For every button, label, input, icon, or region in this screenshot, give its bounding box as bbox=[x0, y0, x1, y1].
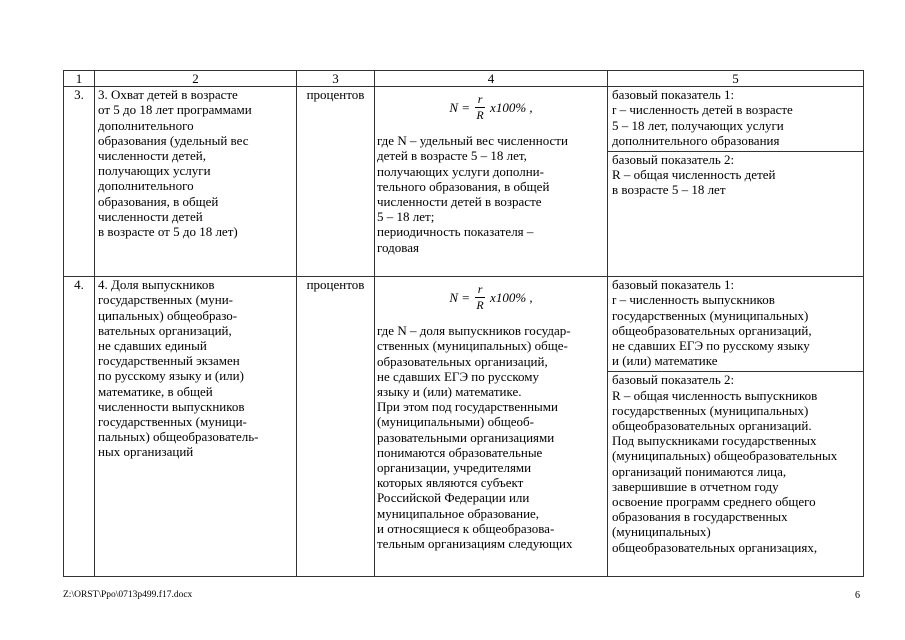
base-line: базовый показатель 2: bbox=[612, 372, 735, 388]
base-line: в возрасте 5 – 18 лет bbox=[612, 182, 726, 198]
base-line: дополнительного образования bbox=[612, 132, 780, 148]
table-row bbox=[64, 87, 864, 277]
description-line: не сдавших ЕГЭ по русскому bbox=[377, 368, 539, 384]
unit-cell: процентов bbox=[297, 277, 375, 577]
table-row bbox=[64, 277, 864, 577]
base-line: (муниципальных) bbox=[612, 524, 711, 540]
description-line: где N – доля выпускников государ- bbox=[377, 323, 571, 339]
description-line: разовательными организациями bbox=[377, 429, 555, 445]
base-line: и (или) математике bbox=[612, 353, 718, 369]
base-line: организаций понимаются лица, bbox=[612, 463, 787, 479]
unit-cell: процентов bbox=[297, 87, 375, 277]
description-line: языку и (или) математике. bbox=[377, 384, 522, 400]
description-line: Российской Федерации или bbox=[377, 490, 530, 506]
description-line: организации, учредителями bbox=[377, 460, 532, 476]
base-line: 5 – 18 лет, получающих услуги bbox=[612, 117, 784, 133]
formula-lhs: N = bbox=[449, 290, 471, 306]
header-col-3: 3 bbox=[297, 71, 375, 87]
formula-numerator: r bbox=[477, 92, 483, 107]
indicator-line: пальных) общеобразователь- bbox=[98, 429, 259, 445]
indicator-line: математике, в общей bbox=[98, 383, 213, 399]
base-line: общеобразовательных организаций. bbox=[612, 418, 812, 434]
header-col-4: 4 bbox=[375, 71, 608, 87]
formula-denominator: R bbox=[476, 108, 484, 123]
indicator-line: ных организаций bbox=[98, 444, 194, 460]
description-line: понимаются образовательные bbox=[377, 444, 543, 460]
base-line: (муниципальных) общеобразовательных bbox=[612, 448, 838, 464]
description-line: При этом под государственными bbox=[377, 399, 558, 415]
indicator-line: вательных организаций, bbox=[98, 322, 232, 338]
indicator-line: государственных (муници- bbox=[98, 414, 247, 430]
base-line: r – численность детей в возрасте bbox=[612, 102, 793, 118]
formula bbox=[377, 283, 605, 313]
base-line: r – численность выпускников bbox=[612, 292, 775, 308]
indicator-line: образования (удельный вес bbox=[98, 132, 249, 148]
base-line: не сдавших ЕГЭ по русскому языку bbox=[612, 338, 810, 354]
indicator-line: в возрасте от 5 до 18 лет) bbox=[98, 224, 238, 240]
indicators-table-wrap bbox=[63, 70, 863, 577]
indicator-line: численности детей bbox=[98, 208, 203, 224]
footer-file-path: Z:\ORST\Ppo\0713p499.f17.docx bbox=[63, 590, 193, 600]
indicators-table bbox=[63, 70, 864, 577]
base-line: R – общая численность выпускников bbox=[612, 387, 818, 403]
base-line: образования в государственных bbox=[612, 509, 788, 525]
header-col-5: 5 bbox=[608, 71, 864, 87]
indicator-line: получающих услуги bbox=[98, 163, 211, 179]
base-line: общеобразовательных организаций, bbox=[612, 322, 812, 338]
indicator-line: государственных (муни- bbox=[98, 292, 233, 308]
indicator-line: дополнительного bbox=[98, 117, 194, 133]
indicator-line: ципальных) общеобразо- bbox=[98, 307, 238, 323]
header-col-2: 2 bbox=[95, 71, 297, 87]
base-line: завершившие в отчетном году bbox=[612, 478, 779, 494]
base-line: R – общая численность детей bbox=[612, 167, 776, 183]
description-line: и относящиеся к общеобразова- bbox=[377, 520, 555, 536]
calculation-cell bbox=[375, 277, 608, 577]
formula-rhs: x100% , bbox=[490, 290, 533, 306]
base-indicator-1 bbox=[608, 277, 863, 372]
formula-lhs: N = bbox=[449, 100, 471, 116]
row-number: 4. bbox=[64, 277, 95, 577]
calculation-cell bbox=[375, 87, 608, 277]
description-line: (муниципальными) общеоб- bbox=[377, 414, 534, 430]
description-line: детей в возрасте 5 – 18 лет, bbox=[377, 148, 527, 164]
indicator-line: численности выпускников bbox=[98, 398, 245, 414]
description-line: муниципальное образование, bbox=[377, 505, 540, 521]
formula-fraction bbox=[475, 93, 485, 122]
indicator-line: государственный экзамен bbox=[98, 353, 240, 369]
indicator-line: численности детей, bbox=[98, 148, 206, 164]
base-indicators-cell bbox=[608, 277, 864, 577]
description-line: периодичность показателя – bbox=[377, 224, 534, 240]
formula-denominator: R bbox=[476, 298, 484, 313]
formula-numerator: r bbox=[477, 282, 483, 297]
description-line: образовательных организаций, bbox=[377, 353, 548, 369]
header-col-1: 1 bbox=[64, 71, 95, 87]
indicator-line: 3. Охват детей в возрасте bbox=[98, 87, 238, 103]
base-line: государственных (муниципальных) bbox=[612, 307, 809, 323]
description-line: 5 – 18 лет; bbox=[377, 209, 435, 225]
base-line: общеобразовательных организациях, bbox=[612, 539, 818, 555]
formula-rhs: x100% , bbox=[490, 100, 533, 116]
base-indicator-2 bbox=[610, 372, 861, 554]
base-line: освоение программ среднего общего bbox=[612, 494, 816, 510]
footer-page-number: 6 bbox=[855, 590, 860, 601]
description-line: где N – удельный вес численности bbox=[377, 133, 568, 149]
formula-fraction bbox=[475, 283, 485, 312]
base-indicators-cell bbox=[608, 87, 864, 277]
indicator-line: не сдавших единый bbox=[98, 338, 207, 354]
formula bbox=[377, 93, 605, 123]
indicator-line: от 5 до 18 лет программами bbox=[98, 102, 252, 118]
base-line: базовый показатель 1: bbox=[612, 277, 735, 293]
indicator-cell bbox=[95, 277, 297, 577]
row-number: 3. bbox=[64, 87, 95, 277]
indicator-line: образования, в общей bbox=[98, 193, 219, 209]
calculation-description bbox=[377, 133, 605, 255]
base-indicator-1 bbox=[608, 87, 863, 152]
description-line: которых являются субъект bbox=[377, 475, 524, 491]
description-line: годовая bbox=[377, 239, 419, 255]
base-line: государственных (муниципальных) bbox=[612, 402, 809, 418]
base-indicator-2 bbox=[610, 152, 861, 198]
indicator-line: дополнительного bbox=[98, 178, 194, 194]
description-line: получающих услуги дополни- bbox=[377, 163, 544, 179]
header-row bbox=[64, 71, 864, 87]
indicator-line: по русскому языку и (или) bbox=[98, 368, 244, 384]
description-line: численности детей в возрасте bbox=[377, 194, 542, 210]
calculation-description bbox=[377, 323, 605, 551]
description-line: ственных (муниципальных) обще- bbox=[377, 338, 568, 354]
base-line: базовый показатель 1: bbox=[612, 87, 735, 103]
base-line: базовый показатель 2: bbox=[612, 152, 735, 168]
indicator-cell bbox=[95, 87, 297, 277]
description-line: тельным организациям следующих bbox=[377, 536, 573, 552]
description-line: тельного образования, в общей bbox=[377, 178, 550, 194]
base-line: Под выпускниками государственных bbox=[612, 433, 817, 449]
indicator-line: 4. Доля выпускников bbox=[98, 277, 215, 293]
